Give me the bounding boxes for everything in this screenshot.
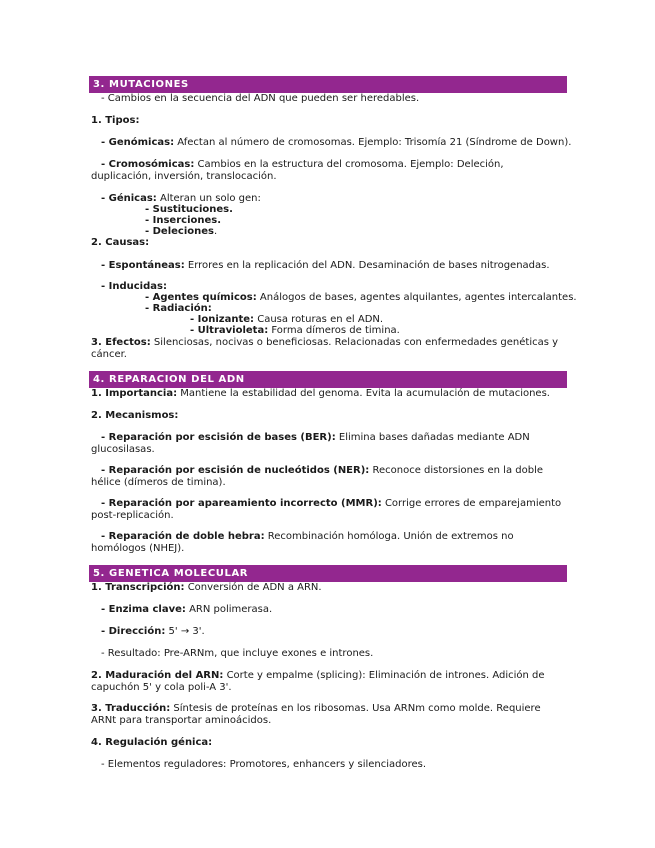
ber-paragraph <box>91 432 563 456</box>
section-header-reparacion: 4. REPARACION DEL ADN <box>89 371 567 388</box>
importancia-text: Mantiene la estabilidad del genoma. Evita la acumulación de mutaciones. <box>177 388 550 399</box>
section-header-genetica: 5. GENETICA MOLECULAR <box>89 565 567 582</box>
mecanismos-heading <box>91 410 563 422</box>
inducidas-label: - Inducidas: <box>101 281 167 292</box>
ultravioleta-label: - Ultravioleta: <box>190 325 269 336</box>
efectos-text: Silenciosas, nocivas o beneficiosas. Relacionadas con enfermedades genéticas y cáncer. <box>91 337 559 360</box>
doble-hebra-paragraph <box>91 531 563 555</box>
enzima-text: ARN polimerasa. <box>185 604 273 615</box>
ultravioleta-line <box>190 325 655 337</box>
maduracion-label: 2. Maduración del ARN: <box>91 670 224 681</box>
causas-heading-text: 2. Causas: <box>91 237 150 248</box>
doble-hebra-label: - Reparación de doble hebra: <box>101 531 265 542</box>
section-header-mutaciones: 3. MUTACIONES <box>89 76 567 93</box>
traduccion-text: Síntesis de proteínas en los ribosomas. Usa ARNm como molde. Requiere ARNt para transportar aminoácidos. <box>91 703 541 726</box>
genomicas-line <box>101 137 573 149</box>
mecanismos-heading-text: 2. Mecanismos: <box>91 410 179 421</box>
regulacion-heading-text: 4. Regulación génica: <box>91 737 213 748</box>
efectos-label: 3. Efectos: <box>91 337 151 348</box>
espontaneas-text: Errores en la replicación del ADN. Desaminación de bases nitrogenadas. <box>184 260 550 271</box>
efectos-paragraph <box>91 337 563 361</box>
cromosomicas-paragraph <box>91 159 563 183</box>
maduracion-text: Corte y empalme (splicing): Eliminación de intrones. Adición de capuchón 5' y cola poli-A 3'. <box>91 670 545 693</box>
ber-text: Elimina bases dañadas mediante ADN glucosilasas. <box>91 432 530 455</box>
resultado-line: - Resultado: Pre-ARNm, que incluye exones e intrones. <box>101 648 374 659</box>
deleciones-dot: . <box>214 226 218 237</box>
ionizante-label: - Ionizante: <box>190 314 255 325</box>
tipos-heading <box>91 115 563 127</box>
transcripcion-line <box>91 582 563 594</box>
genicas-label: - Génicas: <box>101 193 157 204</box>
elementos-line: - Elementos reguladores: Promotores, enhancers y silenciadores. <box>101 759 427 770</box>
genomicas-text: Afectan al número de cromosomas. Ejemplo: Trisomía 21 (Síndrome de Down). <box>174 137 572 148</box>
direccion-label: - Dirección: <box>101 626 166 637</box>
mmr-text: Corrige errores de emparejamiento post-replicación. <box>91 498 562 521</box>
ionizante-text: Causa roturas en el ADN. <box>254 314 384 325</box>
espontaneas-line <box>101 260 573 272</box>
deleciones-label: - Deleciones <box>145 226 215 237</box>
transcripcion-label: 1. Transcripción: <box>91 582 185 593</box>
maduracion-paragraph <box>91 670 563 694</box>
ner-paragraph <box>91 465 563 489</box>
tipos-heading-text: 1. Tipos: <box>91 115 140 126</box>
mutaciones-intro: - Cambios en la secuencia del ADN que pueden ser heredables. <box>101 93 420 104</box>
mmr-label: - Reparación por apareamiento incorrecto (MMR): <box>101 498 382 509</box>
doble-hebra-text: Recombinación homóloga. Unión de extremos no homólogos (NHEJ). <box>91 531 514 554</box>
espontaneas-label: - Espontáneas: <box>101 260 185 271</box>
inserciones-text: - Inserciones. <box>145 215 222 226</box>
agentes-text: Análogos de bases, agentes alquilantes, agentes intercalantes. <box>256 292 577 303</box>
cromosomicas-label: - Cromosómicas: <box>101 159 195 170</box>
sustituciones-text: - Sustituciones. <box>145 204 233 215</box>
mmr-paragraph <box>91 498 563 522</box>
ner-label: - Reparación por escisión de nucleótidos (NER): <box>101 465 370 476</box>
enzima-line <box>101 604 573 616</box>
causas-heading <box>91 237 563 249</box>
genicas-text: Alteran un solo gen: <box>156 193 261 204</box>
ultravioleta-text: Forma dímeros de timina. <box>268 325 400 336</box>
ber-label: - Reparación por escisión de bases (BER): <box>101 432 336 443</box>
ner-text: Reconoce distorsiones en la doble hélice (dímeros de timina). <box>91 465 543 488</box>
direccion-text: 5' → 3'. <box>165 626 205 637</box>
cromosomicas-text: Cambios en la estructura del cromosoma. Ejemplo: Deleción, duplicación, inversión, translocación. <box>91 159 504 182</box>
importancia-line <box>91 388 563 400</box>
traduccion-paragraph <box>91 703 563 727</box>
radiacion-label: - Radiación: <box>145 303 212 314</box>
enzima-label: - Enzima clave: <box>101 604 186 615</box>
direccion-line <box>101 626 573 638</box>
traduccion-label: 3. Traducción: <box>91 703 171 714</box>
agentes-label: - Agentes químicos: <box>145 292 257 303</box>
genomicas-label: - Genómicas: <box>101 137 175 148</box>
regulacion-heading <box>91 737 563 749</box>
transcripcion-text: Conversión de ADN a ARN. <box>184 582 322 593</box>
importancia-label: 1. Importancia: <box>91 388 178 399</box>
